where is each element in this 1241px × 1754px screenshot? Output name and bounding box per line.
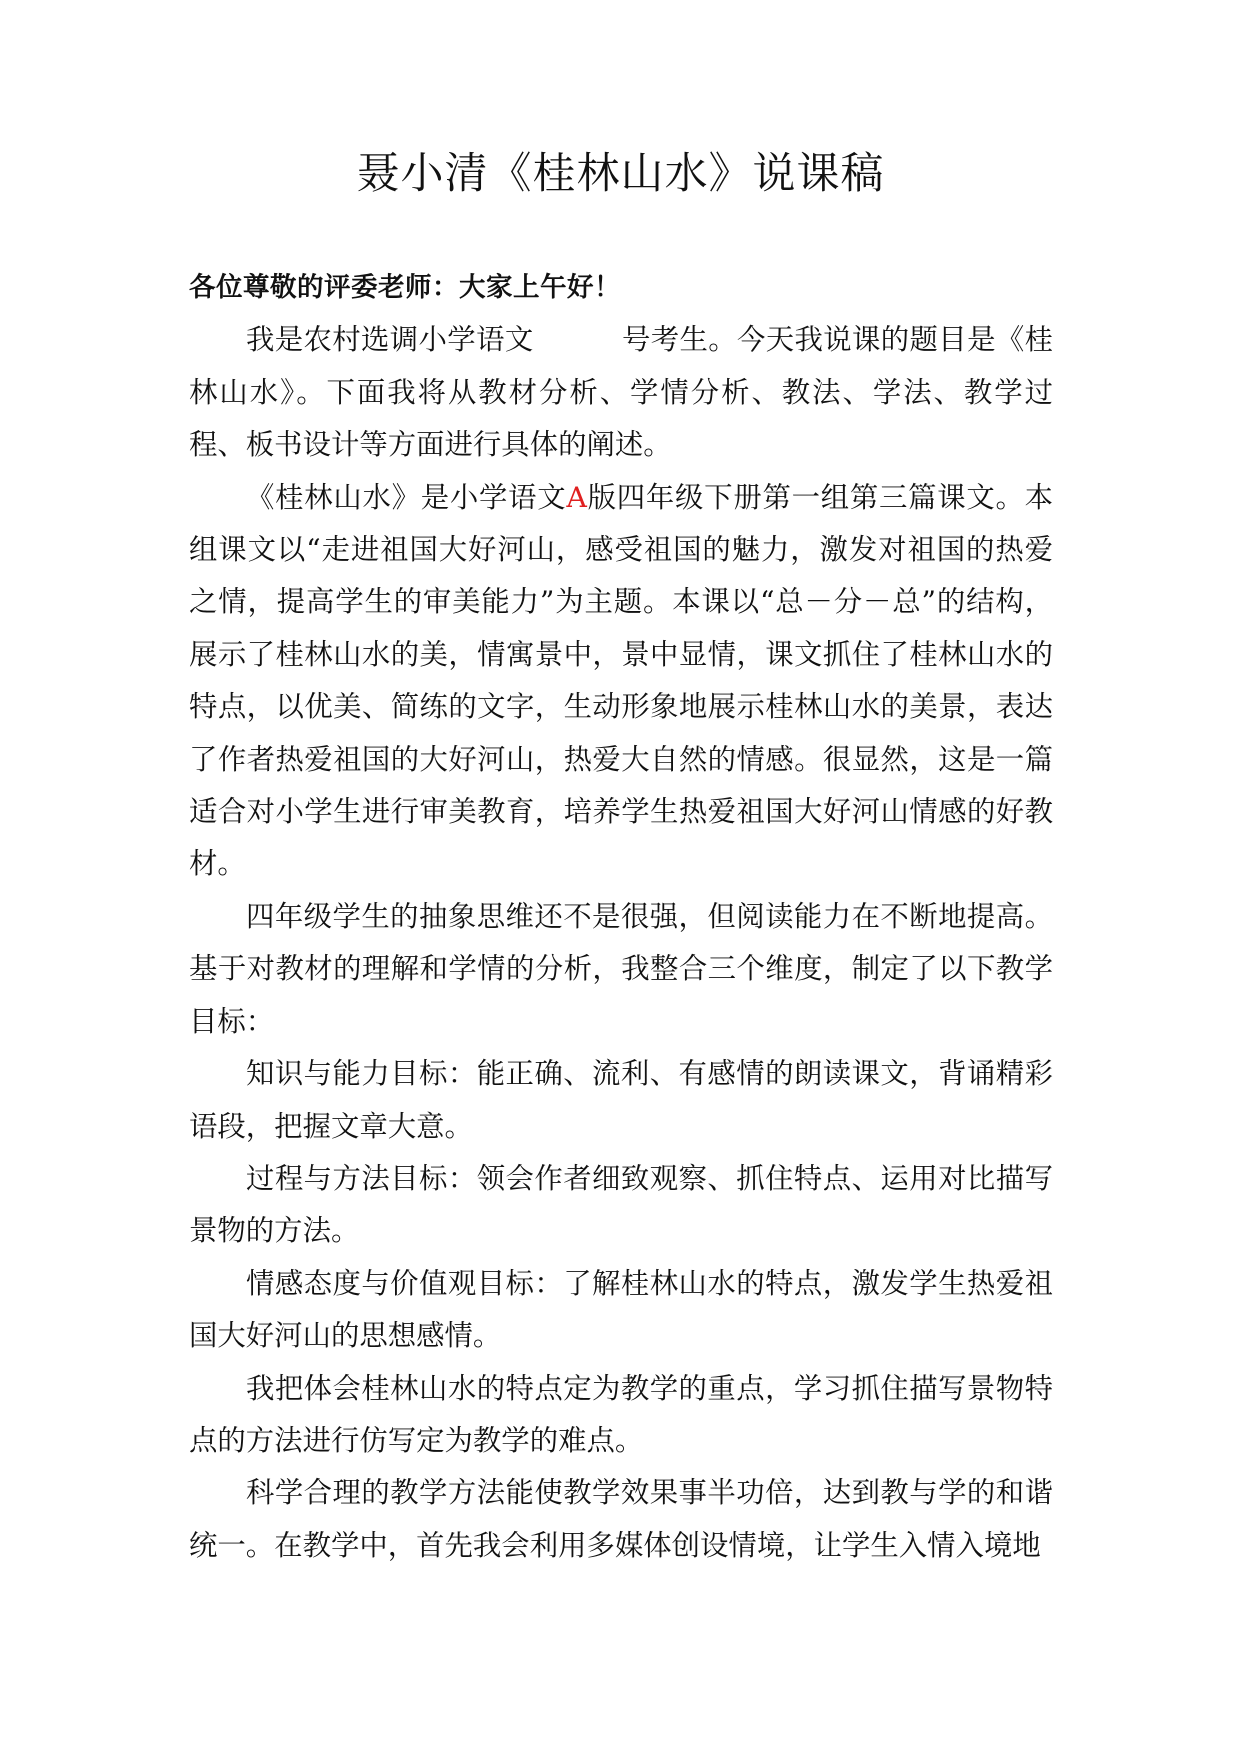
document-body [189,262,1053,1572]
intro-text-start: 我是农村选调小学语文 [246,323,534,357]
paragraph-teaching-method: 科学合理的教学方法能使教学效果事半功倍，达到教与学的和谐统一。在教学中，首先我会利用多媒体创设情境，让学生入情入境地 [189,1476,1053,1562]
material-text-end: 版四年级下册第一组第三篇课文。本组课文以“走进祖国大好河山，感受祖国的魅力，激发对祖国的热爱之情，提高学生的审美能力”为主题。本课以“总－分－总”的结构，展示了桂林山水的美，情寓景中，景中显情，课文抓住了桂林山水的特点，以优美、简练的文字，生动形象地展示桂林山水的美景，表达了作者热爱祖国的大好河山，热爱大自然的情感。很显然，这是一篇适合对小学生进行审美教育，培养学生热爱祖国大好河山情感的好教材。 [189,480,1053,881]
paragraph-intro [189,314,1053,471]
material-text-start: 《桂林山水》是小学语文 [246,480,567,514]
paragraph-key-points: 我把体会桂林山水的特点定为教学的重点，学习抓住描写景物特点的方法进行仿写定为教学的难点。 [189,1371,1053,1457]
paragraph-knowledge-goal: 知识与能力目标：能正确、流利、有感情的朗读课文，背诵精彩语段，把握文章大意。 [189,1057,1053,1143]
edition-marker: A [566,480,587,514]
paragraph-process-goal: 过程与方法目标：领会作者细致观察、抓住特点、运用对比描写景物的方法。 [189,1161,1053,1248]
paragraph-emotion-goal: 情感态度与价值观目标：了解桂林山水的特点，激发学生热爱祖国大好河山的思想感情。 [189,1266,1053,1353]
greeting-line: 各位尊敬的评委老师：大家上午好！ [189,272,621,303]
paragraph-material-analysis [189,472,1053,891]
document-title: 聂小清《桂林山水》说课稿 [356,149,885,199]
intro-text-end: 号考生。今天我说课的题目是《桂林山水》。下面我将从教材分析、学情分析、教法、学法、教学过程、板书设计等方面进行具体的阐述。 [189,323,1053,462]
paragraph-student-analysis: 四年级学生的抽象思维还不是很强，但阅读能力在不断地提高。基于对教材的理解和学情的分析，我整合三个维度，制定了以下教学目标： [189,899,1053,1038]
